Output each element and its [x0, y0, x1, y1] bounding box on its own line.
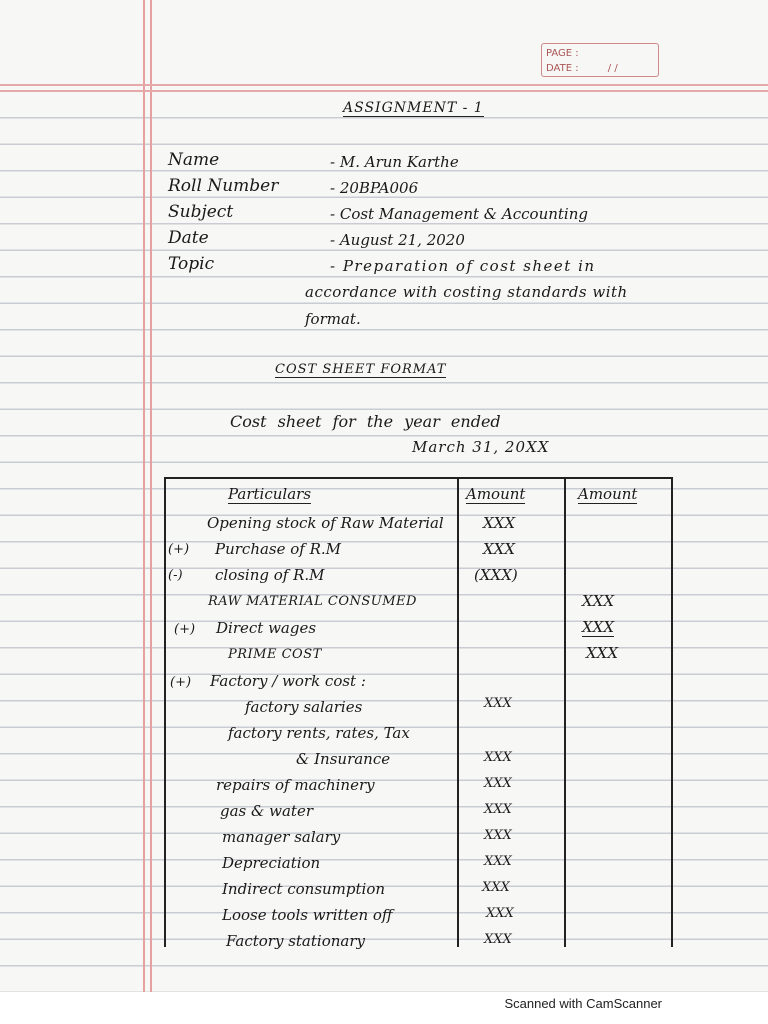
table-row-amount1: XXX — [484, 828, 512, 843]
table-row-particular: Direct wages — [216, 619, 317, 637]
table-row-particular: Factory stationary — [226, 932, 365, 950]
table-row-amount1: XXX — [482, 880, 510, 895]
cost-sheet-title-line-1: Cost sheet for the year ended — [230, 412, 501, 431]
detail-label-roll: Roll Number — [168, 176, 279, 196]
detail-value-date: - August 21, 2020 — [330, 231, 465, 249]
header-particulars: Particulars — [228, 485, 312, 503]
detail-value-name: - M. Arun Karthe — [330, 153, 459, 171]
table-row-amount1: XXX — [483, 540, 516, 558]
table-row-particular: Purchase of R.M — [215, 540, 342, 558]
table-row-particular: Opening stock of Raw Material — [207, 514, 444, 532]
header-line-1 — [0, 84, 768, 86]
scanner-footer — [0, 992, 768, 1024]
table-row-particular: repairs of machinery — [216, 776, 375, 794]
table-row-particular: PRIME COST — [228, 647, 322, 662]
table-row-amount1: XXX — [484, 932, 512, 947]
margin-line-2 — [150, 0, 152, 992]
detail-label-date: Date — [168, 228, 209, 248]
table-row-amount1: XXX — [484, 854, 512, 869]
header-line-2 — [0, 90, 768, 92]
scanner-watermark: Scanned with CamScanner — [504, 996, 662, 1011]
cost-sheet-title-line-2: March 31, 20XX — [412, 438, 550, 456]
detail-value-topic: - Preparation of cost sheet in — [330, 257, 596, 275]
table-col-divider-1 — [457, 477, 459, 947]
table-left-border — [164, 477, 166, 947]
table-row-particular: Factory / work cost : — [210, 672, 366, 690]
table-col-divider-2 — [564, 477, 566, 947]
table-row-sign: (+) — [168, 542, 190, 557]
table-right-border — [671, 477, 673, 947]
table-row-particular: gas & water — [220, 802, 313, 820]
table-row-amount1: XXX — [484, 696, 512, 711]
topic-continuation-2: format. — [305, 310, 361, 328]
table-row-sign: (+) — [170, 675, 192, 690]
margin-line-1 — [143, 0, 145, 992]
header-amount-2: Amount — [578, 485, 638, 503]
detail-value-roll: - 20BPA006 — [330, 179, 419, 197]
table-row-particular: RAW MATERIAL CONSUMED — [208, 594, 417, 609]
table-row-particular: Loose tools written off — [222, 906, 393, 924]
table-row-sign: (+) — [174, 622, 196, 637]
section-heading: COST SHEET FORMAT — [275, 362, 447, 377]
table-row-amount1: XXX — [484, 750, 512, 765]
table-row-particular: factory salaries — [245, 698, 363, 716]
header-amount-1: Amount — [466, 485, 526, 503]
date-value: / / — [607, 63, 618, 74]
page-label: PAGE : — [546, 48, 579, 59]
topic-continuation-1: accordance with costing standards with — [305, 283, 628, 301]
detail-label-topic: Topic — [168, 254, 215, 274]
table-row-amount2: XXX — [582, 592, 615, 610]
date-label: DATE : — [546, 63, 579, 74]
detail-value-subject: - Cost Management & Accounting — [330, 205, 588, 223]
table-top-border — [164, 477, 672, 479]
table-row-particular: & Insurance — [296, 750, 391, 768]
table-row-amount2: XXX — [586, 644, 619, 662]
assignment-title: ASSIGNMENT - 1 — [343, 100, 484, 116]
table-row-amount2: XXX — [582, 618, 615, 636]
detail-label-name: Name — [168, 150, 220, 170]
table-row-amount1: (XXX) — [474, 566, 518, 584]
table-row-sign: (-) — [168, 568, 183, 583]
table-row-particular: Depreciation — [222, 854, 321, 872]
table-row-particular: Indirect consumption — [222, 880, 386, 898]
table-row-particular: closing of R.M — [215, 566, 325, 584]
detail-label-subject: Subject — [168, 202, 234, 222]
table-row-amount1: XXX — [484, 776, 512, 791]
table-row-amount1: XXX — [483, 514, 516, 532]
page-date-box — [541, 43, 659, 77]
table-row-particular: manager salary — [222, 828, 341, 846]
table-row-particular: factory rents, rates, Tax — [228, 724, 410, 742]
table-row-amount1: XXX — [486, 906, 514, 921]
table-row-amount1: XXX — [484, 802, 512, 817]
